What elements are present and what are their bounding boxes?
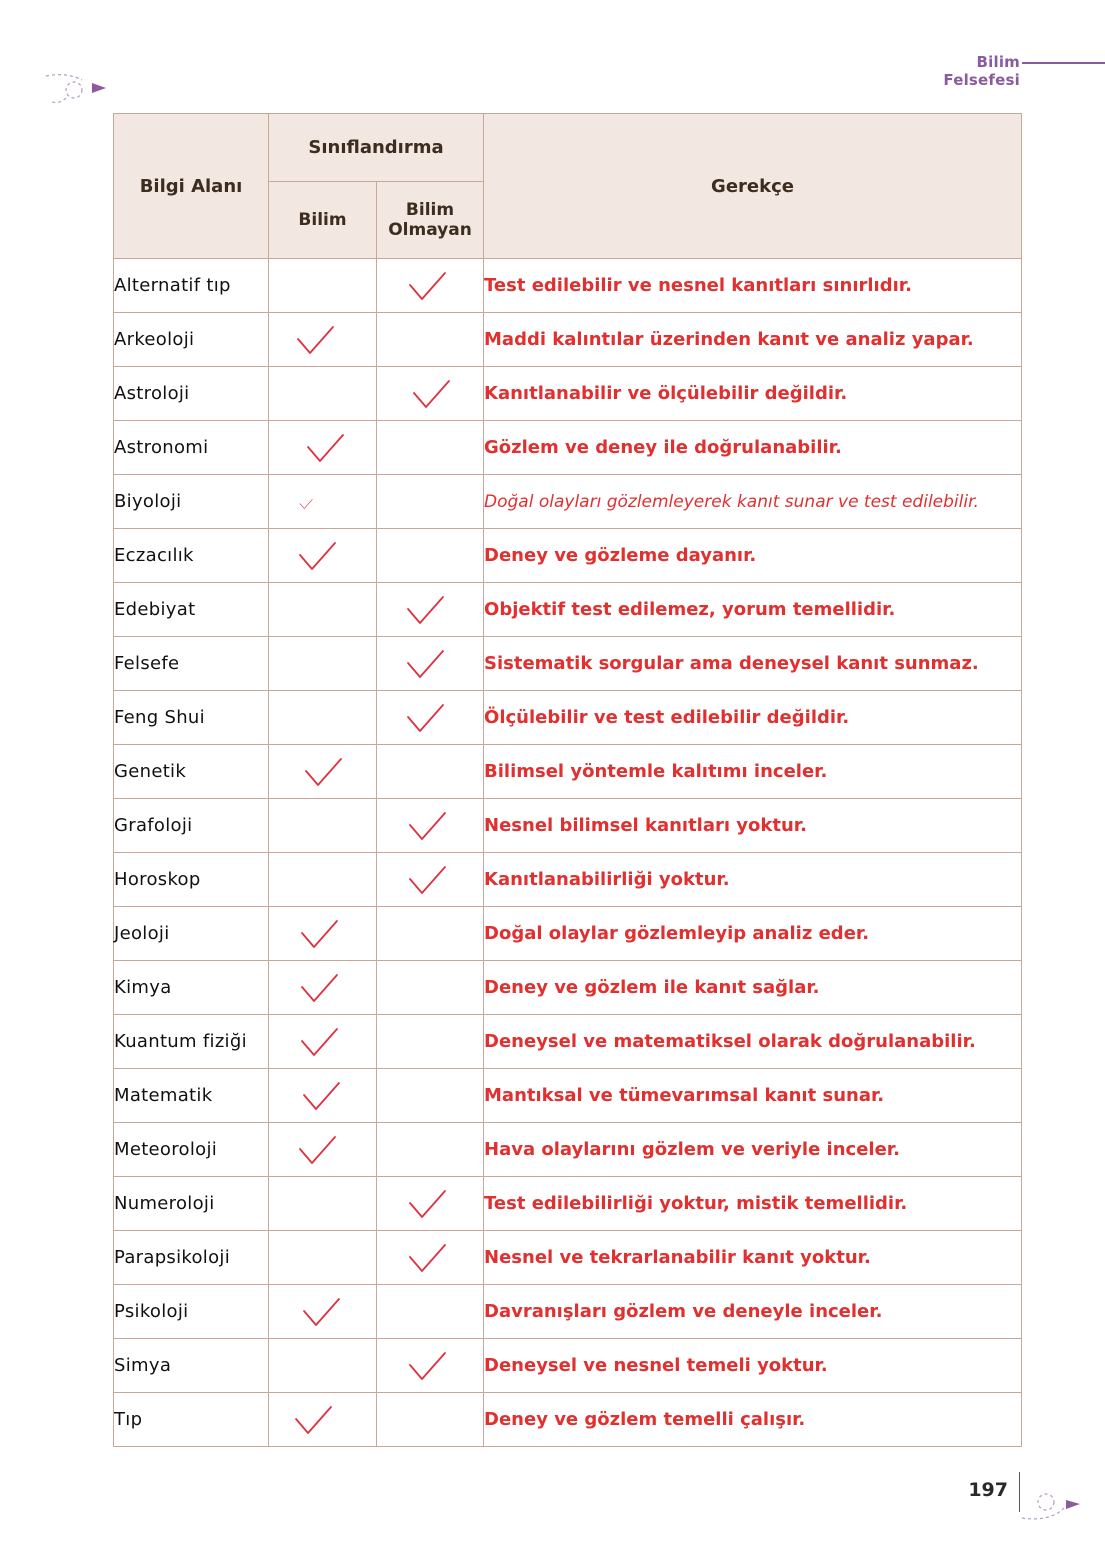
field-name: Astronomi (114, 421, 269, 475)
checkmark-icon (299, 971, 339, 1005)
science-cell (269, 259, 377, 313)
col-header-science: Bilim (269, 182, 377, 259)
field-name: Meteoroloji (114, 1123, 269, 1177)
field-name: Felsefe (114, 637, 269, 691)
table-row (114, 691, 1022, 745)
checkmark-icon (405, 701, 445, 735)
non-science-cell (377, 475, 484, 529)
science-cell (269, 691, 377, 745)
field-name: Jeoloji (114, 907, 269, 961)
table-row (114, 583, 1022, 637)
reason-text: Sistematik sorgular ama deneysel kanıt sunmaz. (484, 637, 1022, 691)
reason-text: Kanıtlanabilir ve ölçülebilir değildir. (484, 367, 1022, 421)
table-row (114, 1393, 1022, 1447)
table-row (114, 1231, 1022, 1285)
table-row (114, 637, 1022, 691)
reason-text: Doğal olayları gözlemleyerek kanıt sunar ve test edilebilir. (484, 475, 1022, 529)
checkmark-icon (293, 1403, 333, 1437)
table-row (114, 1015, 1022, 1069)
non-science-cell (377, 259, 484, 313)
non-science-cell (377, 1177, 484, 1231)
non-science-cell (377, 799, 484, 853)
field-name: Edebiyat (114, 583, 269, 637)
science-cell (269, 583, 377, 637)
reason-text: Nesnel bilimsel kanıtları yoktur. (484, 799, 1022, 853)
field-name: Arkeoloji (114, 313, 269, 367)
dashed-arrow-icon (42, 70, 112, 106)
science-cell (269, 313, 377, 367)
checkmark-icon (299, 497, 313, 511)
table-row (114, 421, 1022, 475)
field-name: Biyoloji (114, 475, 269, 529)
field-name: Astroloji (114, 367, 269, 421)
field-name: Horoskop (114, 853, 269, 907)
non-science-cell (377, 313, 484, 367)
col-header-non-science-line1: Bilim (405, 200, 455, 220)
science-cell (269, 1339, 377, 1393)
table-row (114, 259, 1022, 313)
checkmark-icon (305, 431, 345, 465)
table-row (114, 367, 1022, 421)
non-science-cell (377, 1231, 484, 1285)
checkmark-icon (299, 1025, 339, 1059)
table-row (114, 313, 1022, 367)
field-name: Matematik (114, 1069, 269, 1123)
checkmark-icon (295, 323, 335, 357)
science-cell (269, 961, 377, 1015)
page-number: 197 (968, 1479, 1008, 1501)
table-row (114, 475, 1022, 529)
checkmark-icon (407, 863, 447, 897)
checkmark-icon (301, 1295, 341, 1329)
reason-text: Deneysel ve nesnel temeli yoktur. (484, 1339, 1022, 1393)
science-cell (269, 637, 377, 691)
table-row (114, 1339, 1022, 1393)
non-science-cell (377, 367, 484, 421)
header-rule (1022, 62, 1105, 64)
science-cell (269, 421, 377, 475)
science-cell (269, 367, 377, 421)
field-name: Feng Shui (114, 691, 269, 745)
non-science-cell (377, 1123, 484, 1177)
non-science-cell (377, 637, 484, 691)
non-science-cell (377, 691, 484, 745)
non-science-cell (377, 1339, 484, 1393)
field-name: Psikoloji (114, 1285, 269, 1339)
checkmark-icon (407, 269, 447, 303)
checkmark-icon (407, 1241, 447, 1275)
non-science-cell (377, 529, 484, 583)
science-cell (269, 799, 377, 853)
science-cell (269, 1231, 377, 1285)
checkmark-icon (297, 1133, 337, 1167)
non-science-cell (377, 961, 484, 1015)
science-cell (269, 1177, 377, 1231)
table-row (114, 799, 1022, 853)
table-row (114, 1069, 1022, 1123)
col-header-classification: Sınıflandırma (269, 114, 484, 182)
science-cell (269, 853, 377, 907)
reason-text: Maddi kalıntılar üzerinden kanıt ve analiz yapar. (484, 313, 1022, 367)
science-cell (269, 1285, 377, 1339)
reason-text: Doğal olaylar gözlemleyip analiz eder. (484, 907, 1022, 961)
non-science-cell (377, 745, 484, 799)
reason-text: Gözlem ve deney ile doğrulanabilir. (484, 421, 1022, 475)
checkmark-icon (297, 539, 337, 573)
non-science-cell (377, 583, 484, 637)
reason-text: Test edilebilir ve nesnel kanıtları sınırlıdır. (484, 259, 1022, 313)
reason-text: Test edilebilirliği yoktur, mistik temellidir. (484, 1177, 1022, 1231)
table-row (114, 961, 1022, 1015)
reason-text: Hava olaylarını gözlem ve veriyle inceler. (484, 1123, 1022, 1177)
checkmark-icon (299, 917, 339, 951)
science-cell (269, 1123, 377, 1177)
dashed-arrow-icon (1020, 1488, 1090, 1524)
non-science-cell (377, 853, 484, 907)
science-cell (269, 475, 377, 529)
reason-text: Davranışları gözlem ve deneyle inceler. (484, 1285, 1022, 1339)
field-name: Numeroloji (114, 1177, 269, 1231)
checkmark-icon (407, 1349, 447, 1383)
field-name: Genetik (114, 745, 269, 799)
table-row (114, 907, 1022, 961)
checkmark-icon (411, 377, 451, 411)
field-name: Tıp (114, 1393, 269, 1447)
non-science-cell (377, 421, 484, 475)
science-cell (269, 1393, 377, 1447)
field-name: Simya (114, 1339, 269, 1393)
checkmark-icon (301, 1079, 341, 1113)
field-name: Eczacılık (114, 529, 269, 583)
table-row (114, 853, 1022, 907)
reason-text: Ölçülebilir ve test edilebilir değildir. (484, 691, 1022, 745)
checkmark-icon (405, 647, 445, 681)
non-science-cell (377, 1015, 484, 1069)
checkmark-icon (407, 809, 447, 843)
reason-text: Bilimsel yöntemle kalıtımı inceler. (484, 745, 1022, 799)
table-row (114, 1285, 1022, 1339)
col-header-non-science (377, 182, 484, 259)
science-cell (269, 1015, 377, 1069)
non-science-cell (377, 907, 484, 961)
science-cell (269, 1069, 377, 1123)
reason-text: Deney ve gözlem ile kanıt sağlar. (484, 961, 1022, 1015)
col-header-reason: Gerekçe (484, 114, 1022, 259)
checkmark-icon (303, 755, 343, 789)
reason-text: Deneysel ve matematiksel olarak doğrulanabilir. (484, 1015, 1022, 1069)
non-science-cell (377, 1069, 484, 1123)
table-row (114, 745, 1022, 799)
reason-text: Nesnel ve tekrarlanabilir kanıt yoktur. (484, 1231, 1022, 1285)
reason-text: Mantıksal ve tümevarımsal kanıt sunar. (484, 1069, 1022, 1123)
reason-text: Objektif test edilemez, yorum temellidir. (484, 583, 1022, 637)
col-header-field: Bilgi Alanı (114, 114, 269, 259)
col-header-non-science-line2: Olmayan (388, 220, 472, 240)
reason-text: Kanıtlanabilirliği yoktur. (484, 853, 1022, 907)
science-cell (269, 907, 377, 961)
field-name: Grafoloji (114, 799, 269, 853)
non-science-cell (377, 1393, 484, 1447)
science-cell (269, 529, 377, 583)
science-cell (269, 745, 377, 799)
field-name: Parapsikoloji (114, 1231, 269, 1285)
classification-table (113, 113, 1022, 1447)
header-title: Bilim Felsefesi (943, 53, 1020, 89)
checkmark-icon (407, 1187, 447, 1221)
reason-text: Deney ve gözlem temelli çalışır. (484, 1393, 1022, 1447)
non-science-cell (377, 1285, 484, 1339)
reason-text: Deney ve gözleme dayanır. (484, 529, 1022, 583)
checkmark-icon (405, 593, 445, 627)
field-name: Kimya (114, 961, 269, 1015)
table-row (114, 1177, 1022, 1231)
table-row (114, 529, 1022, 583)
table-row (114, 1123, 1022, 1177)
field-name: Alternatif tıp (114, 259, 269, 313)
field-name: Kuantum fiziği (114, 1015, 269, 1069)
